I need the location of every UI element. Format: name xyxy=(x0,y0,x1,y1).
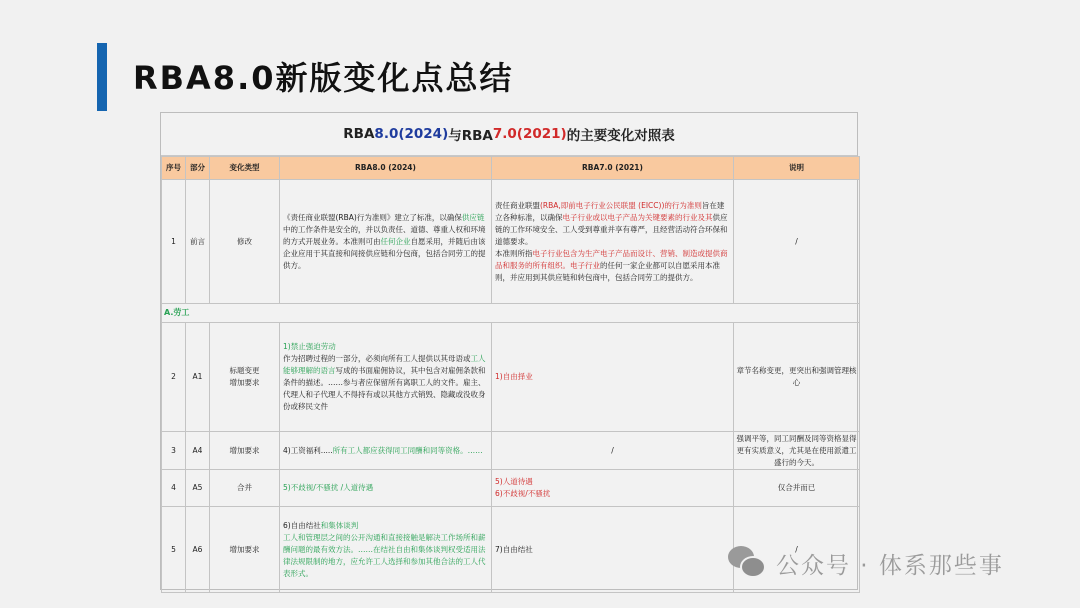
col-header-seq: 序号 xyxy=(162,157,186,180)
text: 5)人道待遇 xyxy=(495,477,533,486)
highlight-text: 和集体谈判 xyxy=(320,520,359,530)
cell-change-type xyxy=(210,323,280,432)
section-label-labor: A.劳工 xyxy=(162,304,860,323)
cell-seq: 1 xyxy=(162,180,186,304)
highlight-text: 任何企业 xyxy=(380,236,411,246)
text: 本准则所指 xyxy=(495,248,533,258)
comparison-table xyxy=(161,156,860,593)
cell-note: 强调平等，同工同酬及同等资格显得更有实质意义，尤其是在使用派遣工盛行的今天。 xyxy=(734,432,860,470)
cell-part: 前言 xyxy=(186,180,210,304)
table-row xyxy=(162,323,860,432)
text: 责任商业联盟 xyxy=(495,200,540,210)
cell-part: A6 xyxy=(186,507,210,593)
text: 中的工作条件是安全的，并以负责任、道德、尊重人权和环境的方式开展业务。本准则可由 xyxy=(283,224,486,246)
watermark-text: 公众号 · 体系那些事 xyxy=(776,552,1004,579)
cell-change-type: 合并 xyxy=(210,470,280,507)
cell-rba8 xyxy=(280,507,492,593)
cell-seq: 2 xyxy=(162,323,186,432)
table-title-part: 与RBA xyxy=(448,128,493,144)
text: 4)工资福利..... xyxy=(283,445,333,455)
cell-seq: 3 xyxy=(162,432,186,470)
col-header-change-type: 变化类型 xyxy=(210,157,280,180)
highlight-text: 工人和管理层之间的公开沟通和直接接触是解决工作场所和薪酬问题的最有效方法。……在结社自由和集体谈判权受适用法律法规限制的地方，应允许工人选择和参加其他合法的工人代表形式。 xyxy=(283,532,486,578)
text: 《责任商业联盟(RBA)行为准则》建立了标准，以确保 xyxy=(283,212,462,222)
cell-note: 章节名称变更，更突出和强调管理核心 xyxy=(734,323,860,432)
cell-rba7: 1)自由择业 xyxy=(492,323,734,432)
text: 供应链的工作环境安全、工人受到尊重并享有尊严，且经营活动符合环保和道德要求。 xyxy=(495,212,728,246)
table-header-row xyxy=(162,157,860,180)
cell-note: 仅合并而已 xyxy=(734,470,860,507)
cell-part: A4 xyxy=(186,432,210,470)
text: 旨在建立各种标准，以确保 xyxy=(495,200,725,222)
cell-rba7 xyxy=(492,180,734,304)
highlight-text: 电子行业包含为生产电子产品而设计、营销、制造或提供商品和服务的所有组织。电子行业 xyxy=(495,248,728,270)
table-title-part: 的主要变化对照表 xyxy=(566,128,675,144)
cell-rba7: / xyxy=(492,432,734,470)
highlight-text: 供应链 xyxy=(461,212,485,222)
table-row xyxy=(162,432,860,470)
cell-rba8 xyxy=(280,323,492,432)
wechat-icon xyxy=(728,546,768,580)
text: 自愿采用，并随后由该企业应用于其直接和间接供应链和分包商，包括合同劳工的提供方。 xyxy=(283,236,486,270)
page-title: RBA8.0新版变化点总结 xyxy=(133,59,514,97)
title-accent-bar xyxy=(97,43,107,111)
cell-rba8: 5)不歧视/不骚扰 /人道待遇 xyxy=(280,470,492,507)
cell-note: / xyxy=(734,180,860,304)
cell-rba8 xyxy=(280,432,492,470)
col-header-rba8: RBA8.0 (2024) xyxy=(280,157,492,180)
cell-seq: 5 xyxy=(162,507,186,593)
cell-note: / xyxy=(734,507,860,593)
text: 增加要求 xyxy=(229,378,260,387)
table-title-part: RBA xyxy=(343,126,375,142)
text: 标题变更 xyxy=(229,366,260,375)
cell-part: A5 xyxy=(186,470,210,507)
text: 6)不歧视/不骚扰 xyxy=(495,489,551,498)
section-row xyxy=(162,304,860,323)
table-row xyxy=(162,470,860,507)
col-header-part: 部分 xyxy=(186,157,210,180)
watermark xyxy=(728,546,1004,580)
highlight-text: 工人能够理解的语言 xyxy=(283,354,486,375)
cell-part: A1 xyxy=(186,323,210,432)
text: 写成的书面雇佣协议，其中包含对雇佣条款和条件的描述。……参与者应保留所有离职工人的文件。雇主、代理人和子代理人不得持有或以其他方式销毁、隐藏或没收身份或移民文件 xyxy=(283,366,486,411)
table-title xyxy=(161,113,857,156)
cell-change-type: 增加要求 xyxy=(210,432,280,470)
table-title-rba8-version: 8.0(2024) xyxy=(374,126,449,142)
col-header-rba7: RBA7.0 (2021) xyxy=(492,157,734,180)
text: 6)自由结社 xyxy=(283,520,321,530)
table-title-rba7-version: 7.0(2021) xyxy=(492,126,567,142)
clause-heading: 1)禁止强迫劳动 xyxy=(283,342,336,351)
col-header-note: 说明 xyxy=(734,157,860,180)
cell-seq: 4 xyxy=(162,470,186,507)
highlight-text: 所有工人都应获得同工同酬和同等资格。…… xyxy=(332,445,483,455)
cell-rba7 xyxy=(492,470,734,507)
comparison-table-frame xyxy=(160,112,858,590)
cell-rba7: 7)自由结社 xyxy=(492,507,734,593)
cell-change-type: 增加要求 xyxy=(210,507,280,593)
table-row xyxy=(162,180,860,304)
highlight-text: 电子行业或以电子产品为关键要素的行业及其 xyxy=(562,212,713,222)
cell-rba8 xyxy=(280,180,492,304)
highlight-text: (RBA,即前电子行业公民联盟 (EICC))的行为准则 xyxy=(540,200,702,210)
text: 作为招聘过程的一部分，必须向所有工人提供以其母语或 xyxy=(283,354,471,363)
text: 的任何一家企业都可以自愿采用本准则，并应用到其供应链和转包商中，包括合同劳工的提供方。 xyxy=(495,260,720,282)
cell-change-type: 修改 xyxy=(210,180,280,304)
